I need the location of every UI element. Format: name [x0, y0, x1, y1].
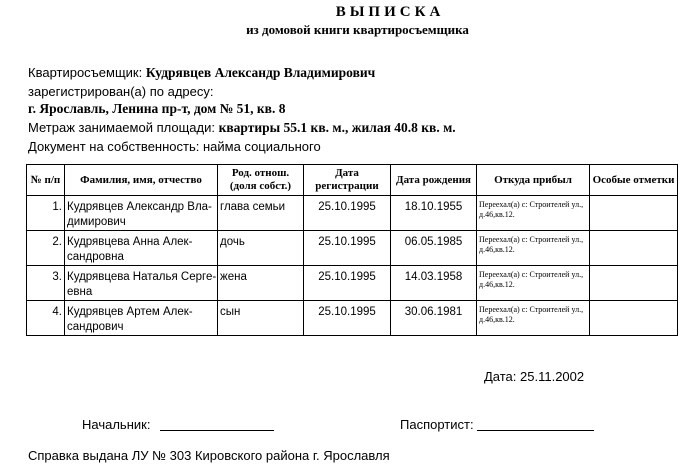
row-reg-date: 25.10.1995 — [304, 196, 391, 231]
issue-date: Дата: 25.11.2002 — [484, 369, 585, 384]
row-birth-date: 06.05.1985 — [391, 231, 477, 266]
address: г. Ярославль, Ленина пр-т, дом № 51, кв. 8 — [28, 101, 286, 116]
header-birth-date: Дата рождения — [391, 165, 477, 196]
row-name: Кудрявцев Александр Вла- димирович — [65, 196, 218, 231]
row-relation: глава семьи — [218, 196, 304, 231]
row-num: 1. — [27, 196, 65, 231]
tenant-name: Кудрявцев Александр Владимирович — [145, 65, 376, 80]
table-row — [27, 196, 678, 231]
row-relation: сын — [218, 301, 304, 336]
row-reg-date: 25.10.1995 — [304, 231, 391, 266]
table-row — [27, 301, 678, 336]
chief-signature-line — [160, 430, 274, 431]
issued-by: Справка выдана ЛУ № 303 Кировского района г. Ярославля — [28, 448, 390, 463]
row-reg-date: 25.10.1995 — [304, 266, 391, 301]
passport-officer-label: Паспортист: — [400, 417, 474, 432]
header-name: Фамилия, имя, отчество — [65, 165, 218, 196]
row-name: Кудрявцева Наталья Серге- евна — [65, 266, 218, 301]
ownership-value: найма социального — [202, 139, 321, 154]
table-row — [27, 266, 678, 301]
tenant-label: Квартиросъемщик: — [28, 65, 146, 80]
row-birth-date: 18.10.1955 — [391, 196, 477, 231]
area-value: квартиры 55.1 кв. м., жилая 40.8 кв. м. — [218, 120, 456, 135]
row-notes — [590, 231, 678, 266]
row-notes — [590, 301, 678, 336]
row-name: Кудрявцев Артем Алек- сандрович — [65, 301, 218, 336]
row-relation: дочь — [218, 231, 304, 266]
header-from: Откуда прибыл — [477, 165, 590, 196]
header-reg-date: Дата регистрации — [304, 165, 391, 196]
table-header-row — [27, 165, 678, 196]
row-num: 3. — [27, 266, 65, 301]
row-from: Переехал(а) с: Строителей ул., д.46,кв.12. — [477, 301, 590, 336]
row-num: 4. — [27, 301, 65, 336]
document-title: ВЫПИСКА — [335, 4, 445, 20]
row-notes — [590, 266, 678, 301]
row-from: Переехал(а) с: Строителей ул., д.46,кв.12. — [477, 231, 590, 266]
registered-label: зарегистрирован(а) по адресу: — [28, 84, 214, 99]
document-subtitle: из домовой книги квартиросъемщика — [246, 22, 469, 37]
row-notes — [590, 196, 678, 231]
header-num: № п/п — [27, 165, 65, 196]
row-birth-date: 14.03.1958 — [391, 266, 477, 301]
row-from: Переехал(а) с: Строителей ул., д.46,кв.12. — [477, 196, 590, 231]
table-row — [27, 231, 678, 266]
area-label: Метраж занимаемой площади: — [28, 120, 219, 135]
header-notes: Особые отметки — [590, 165, 678, 196]
row-birth-date: 30.06.1981 — [391, 301, 477, 336]
passport-signature-line — [477, 430, 594, 431]
address-line — [28, 101, 285, 117]
header-relation: Род. отнош. (доля собст.) — [218, 165, 304, 196]
area-line — [28, 120, 456, 136]
chief-label: Начальник: — [82, 417, 151, 432]
row-from: Переехал(а) с: Строителей ул., д.46,кв.12. — [477, 266, 590, 301]
row-num: 2. — [27, 231, 65, 266]
ownership-line — [28, 139, 321, 154]
residents-table — [26, 164, 678, 336]
row-reg-date: 25.10.1995 — [304, 301, 391, 336]
row-relation: жена — [218, 266, 304, 301]
row-name: Кудрявцева Анна Алек- сандровна — [65, 231, 218, 266]
tenant-line — [28, 65, 375, 81]
ownership-label: Документ на собственность: — [28, 139, 203, 154]
